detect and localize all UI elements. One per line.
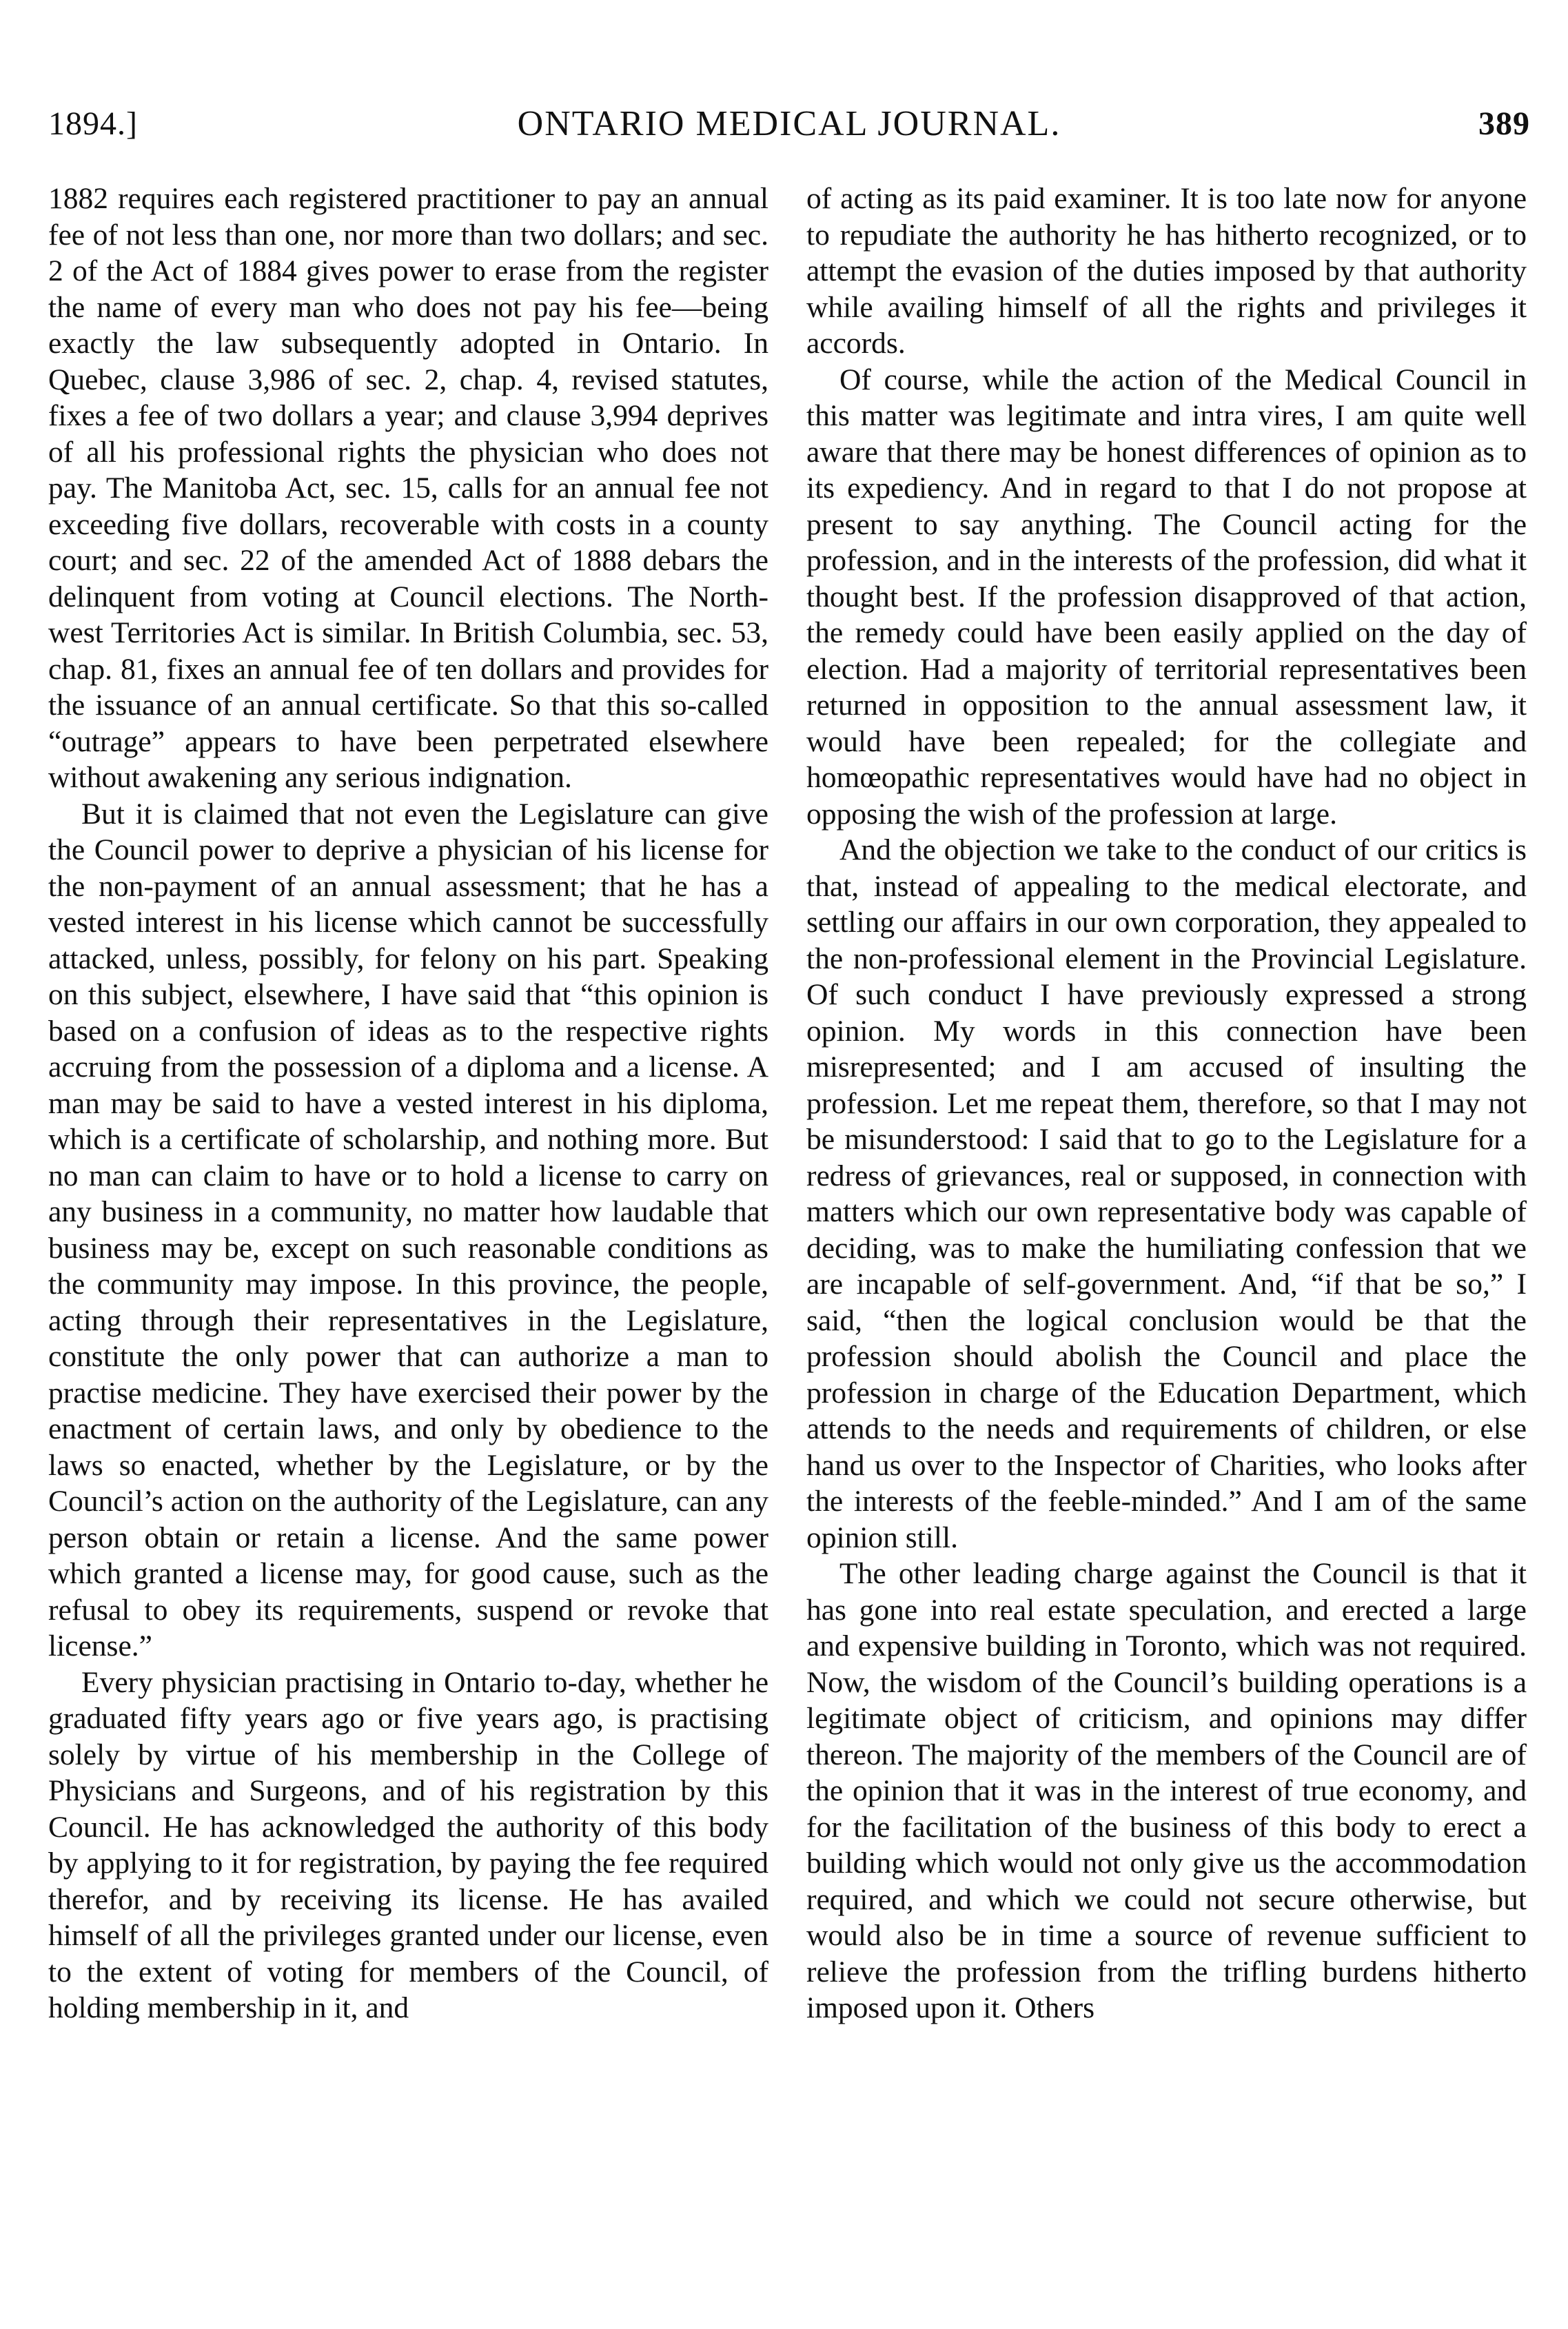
running-header <box>48 103 1530 145</box>
paragraph: of acting as its paid examiner. It is too late now for anyone to repudiate the authority he has hitherto recognized, or to attempt the evasion of the duties imposed by that authority while availing himself of all the rights and privileges it accords. <box>806 182 1527 360</box>
journal-title: ONTARIO MEDICAL JOURNAL. <box>517 104 1061 143</box>
paragraph: Every physician practising in Ontario to-day, whether he graduated fifty years ago or five years ago, is practising solely by virtue of his membership in the College of Physicians and Surgeons, and of his registration by this Council. He has acknowledged the authority of this body by applying to it for registration, by paying the fee required therefor, and by receiving its license. He has availed himself of all the privileges granted under our license, even to the extent of voting for members of the Council, of holding membership in it, and <box>48 1665 768 2024</box>
header-date: 1894.] <box>48 105 138 142</box>
paragraph: 1882 requires each registered practitioner to pay an annual fee of not less than one, nor more than two dollars; and sec. 2 of the Act of 1884 gives power to erase from the register the name of every man who does not pay his fee—being exactly the law subsequently adopted in Ontario. In Quebec, clause 3,986 of sec. 2, chap. 4, revised statutes, fixes a fee of two dollars a year; and clause 3,994 deprives of all his professional rights the physician who does not pay. The Manitoba Act, sec. 15, calls for an annual fee not exceeding five dollars, recoverable with costs in a county court; and sec. 22 of the amended Act of 1888 debars the delinquent from voting at Council elections. The North-west Territories Act is similar. In British Columbia, sec. 53, chap. 81, fixes an annual fee of ten dollars and provides for the issuance of an annual certificate. So that this so-called “outrage” appears to have been perpetrated elsewhere without awakening any serious indignation. <box>48 182 768 794</box>
right-column <box>806 181 1527 2026</box>
page-number: 389 <box>1478 105 1530 142</box>
paragraph: The other leading charge against the Council is that it has gone into real estate speculation, and erected a large and expensive building in Toronto, which was not required. Now, the wisdom of the Council’s building operations is a legitimate object of criticism, and opinions may differ thereon. The majority of the members of the Council are of the opinion that it was in the interest of true economy, and for the facilitation of the business of this body to erect a building which would not only give us the accommodation required, and which we could not secure otherwise, but would also be in time a source of revenue sufficient to relieve the profession from the trifling burdens hitherto imposed upon it. Others <box>806 1557 1527 2024</box>
paragraph: Of course, while the action of the Medical Council in this matter was legitimate and intra vires, I am quite well aware that there may be honest differences of opinion as to its expediency. And in regard to that I do not propose at present to say anything. The Council acting for the profession, and in the interests of the profession, did what it thought best. If the profession disapproved of that action, the remedy could have been easily applied on the day of election. Had a majority of territorial representatives been returned in opposition to the annual assessment law, it would have been repealed; for the collegiate and homœopathic representatives would have had no object in opposing the wish of the profession at large. <box>806 363 1527 831</box>
paragraph: And the objection we take to the conduct of our critics is that, instead of appealing to the medical electorate, and settling our affairs in our own corporation, they appealed to the non-professional element in the Provincial Legislature. Of such conduct I have previously expressed a strong opinion. My words in this connection have been misrepresented; and I am accused of insulting the profession. Let me repeat them, therefore, so that I may not be misunderstood: I said that to go to the Legislature for a redress of grievances, real or supposed, in connection with matters which our own representative body was capable of deciding, was to make the humiliating confession that we are incapable of self-government. And, “if that be so,” I said, “then the logical conclusion would be that the profession should abolish the Council and place the profession in charge of the Education Department, which attends to the needs and requirements of children, or else hand us over to the Inspector of Charities, who looks after the interests of the feeble-minded.” And I am of the same opinion still. <box>806 833 1527 1554</box>
left-column <box>48 181 768 2026</box>
paragraph: But it is claimed that not even the Legislature can give the Council power to deprive a physician of his license for the non-payment of an annual assessment; that he has a vested interest in his license which cannot be successfully attacked, unless, possibly, for felony on his part. Speaking on this subject, elsewhere, I have said that “this opinion is based on a confusion of ideas as to the respective rights accruing from the possession of a diploma and a license. A man may be said to have a vested interest in his diploma, which is a certificate of scholarship, and nothing more. But no man can claim to have or to hold a license to carry on any business in a community, no matter how laudable that business may be, except on such reasonable conditions as the community may impose. In this province, the people, acting through their representatives in the Legislature, constitute the only power that can authorize a man to practise medicine. They have exercised their power by the enactment of certain laws, and only by obedience to the laws so enacted, whether by the Legislature, or by the Council’s action on the authority of the Legislature, can any person obtain or retain a license. And the same power which granted a license may, for good cause, such as the refusal to obey its requirements, suspend or revoke that license.” <box>48 797 768 1662</box>
